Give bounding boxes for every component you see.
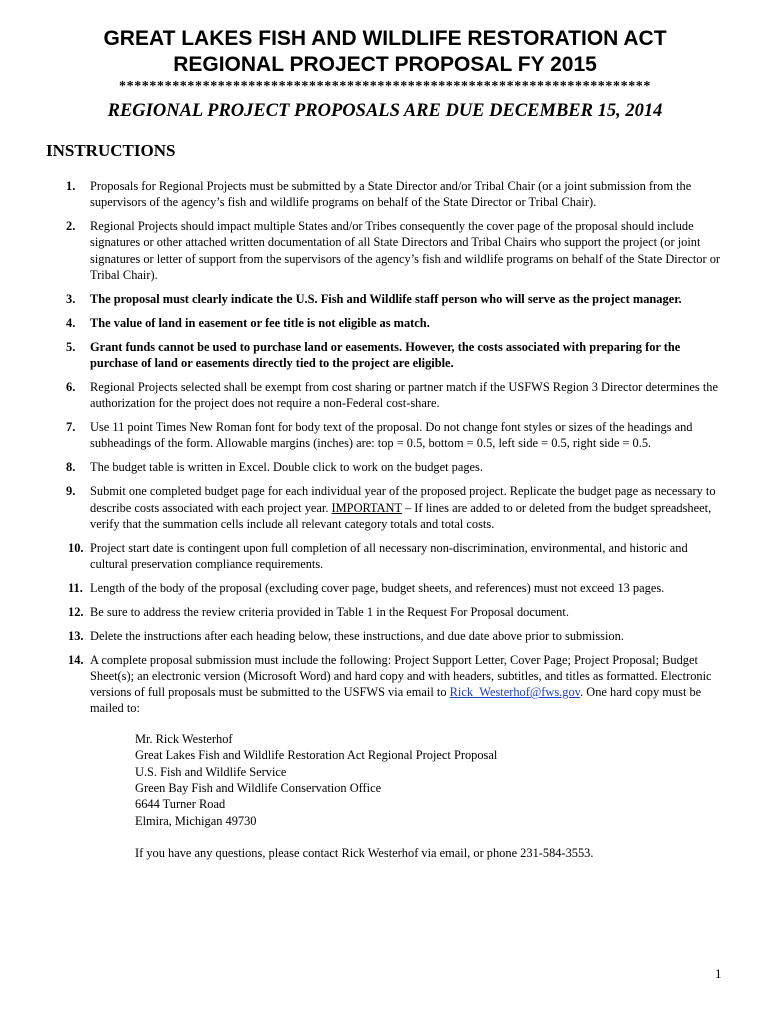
item-text: Regional Projects selected shall be exempt from cost sharing or partner match if the USFWS Region 3 Director determines the authorization for the project does not require a non-Federal cost-share. [90, 379, 718, 411]
important-label: IMPORTANT [331, 500, 402, 515]
instructions-list [46, 178, 726, 869]
item-number: 3. [66, 291, 76, 306]
instruction-item-12 [46, 604, 726, 620]
address-line: Elmira, Michigan 49730 [135, 813, 257, 828]
title-line-1: GREAT LAKES FISH AND WILDLIFE RESTORATION ACT [103, 27, 667, 50]
instruction-item-2 [46, 218, 726, 283]
instruction-item-11 [46, 580, 726, 596]
item-number: 13. [68, 628, 84, 643]
item-number: 8. [66, 460, 76, 475]
item-text-b: . One hard copy must be mailed to: [90, 685, 702, 716]
instruction-item-7 [46, 419, 726, 452]
item-text: Project start date is contingent upon full completion of all necessary non-discrimination, environmental, and historic and cultural preservation compliance requirements. [90, 540, 688, 571]
address-line: Great Lakes Fish and Wildlife Restoration Act Regional Project Proposal [135, 748, 498, 763]
address-line: U.S. Fish and Wildlife Service [135, 764, 287, 779]
instruction-item-8 [46, 459, 726, 475]
item-number: 1. [66, 179, 76, 193]
item-number: 5. [66, 339, 76, 354]
address-line: Green Bay Fish and Wildlife Conservation Office [135, 780, 382, 795]
item-text: The budget table is written in Excel. Double click to work on the budget pages. [90, 460, 483, 475]
instruction-item-5 [46, 339, 726, 372]
instruction-item-3 [46, 291, 726, 307]
item-number: 14. [68, 652, 84, 667]
page-number: 1 [715, 966, 722, 981]
instruction-item-4 [46, 315, 726, 331]
instruction-item-6 [46, 379, 726, 412]
item-text: Proposals for Regional Projects must be submitted by a State Director and/or Tribal Chair (or a joint submission from the supervisors of the agency’s fish and wildlife programs on behalf of the State Director or Tribal Chair). [90, 179, 692, 210]
instruction-item-1 [46, 178, 726, 211]
due-date-notice: REGIONAL PROJECT PROPOSALS ARE DUE DECEMBER 15, 2014 [107, 101, 663, 121]
address-line: 6644 Turner Road [135, 797, 226, 812]
instructions-heading: INSTRUCTIONS [46, 141, 176, 160]
item-number: 11. [68, 580, 83, 595]
item-number: 2. [66, 219, 76, 234]
item-number: 9. [66, 484, 76, 499]
item-text: The value of land in easement or fee title is not eligible as match. [90, 315, 430, 330]
questions-note: If you have any questions, please contact Rick Westerhof via email, or phone 231-584-3553. [135, 846, 594, 861]
item-text: Delete the instructions after each heading below, these instructions, and due date above prior to submission. [90, 628, 624, 643]
instruction-item-14 [46, 652, 726, 862]
item-text: Regional Projects should impact multiple States and/or Tribes consequently the cover page of the proposal should include signatures or other attached written documentation of all State Directors and Tribal Chairs who support the project (or joint signatures or letter of support from the supervisors of the agency’s fish and wildlife programs on behalf of the State Director or Tribal Chair). [90, 219, 721, 283]
item-text: Grant funds cannot be used to purchase land or easements. However, the costs associated with preparing for the purchase of land or easements directly tied to the project are eligible. [90, 339, 681, 371]
item-text-a: Submit one completed budget page for each individual year of the proposed project. Replicate the budget page as necessary to describe costs associated with each project year. [90, 484, 716, 515]
instruction-item-9 [46, 483, 726, 532]
item-text-b: – If lines are added to or deleted from the budget spreadsheet, verify that the summation cells include all relevant category totals and total costs. [90, 500, 712, 531]
item-text-a: A complete proposal submission must include the following: Project Support Letter, Cover Page; Project Proposal; Budget Sheet(s); an electronic version (Microsoft Word) and hard copy and with headers, subtitles, and titles as formatted. Electronic versions of full proposals must be submitted to the USFWS via email to [90, 652, 712, 700]
email-link[interactable]: Rick_Westerhof@fws.gov [449, 685, 581, 700]
asterisk-separator: ********************************************************************** [119, 79, 651, 94]
item-number: 6. [66, 379, 76, 394]
item-text: Length of the body of the proposal (excluding cover page, budget sheets, and references) must not exceed 13 pages. [90, 580, 665, 595]
item-number: 4. [66, 315, 76, 330]
item-text: Use 11 point Times New Roman font for body text of the proposal. Do not change font styles or sizes of the headings and subheadings of the form. Allowable margins (inches) are: top = 0.5, bottom = 0.5, left side = 0.5, right side = 0.5. [90, 420, 693, 451]
mailing-address [135, 731, 726, 829]
item-number: 7. [66, 420, 76, 435]
item-text: Be sure to address the review criteria provided in Table 1 in the Request For Proposal document. [90, 604, 569, 619]
item-text: The proposal must clearly indicate the U.S. Fish and Wildlife staff person who will serve as the project manager. [90, 291, 682, 306]
address-line: Mr. Rick Westerhof [135, 731, 233, 746]
item-number: 12. [68, 604, 84, 619]
instruction-item-10 [46, 540, 726, 573]
item-number: 10. [68, 540, 84, 555]
instruction-item-13 [46, 628, 726, 644]
title-line-2: REGIONAL PROJECT PROPOSAL FY 2015 [173, 53, 597, 76]
